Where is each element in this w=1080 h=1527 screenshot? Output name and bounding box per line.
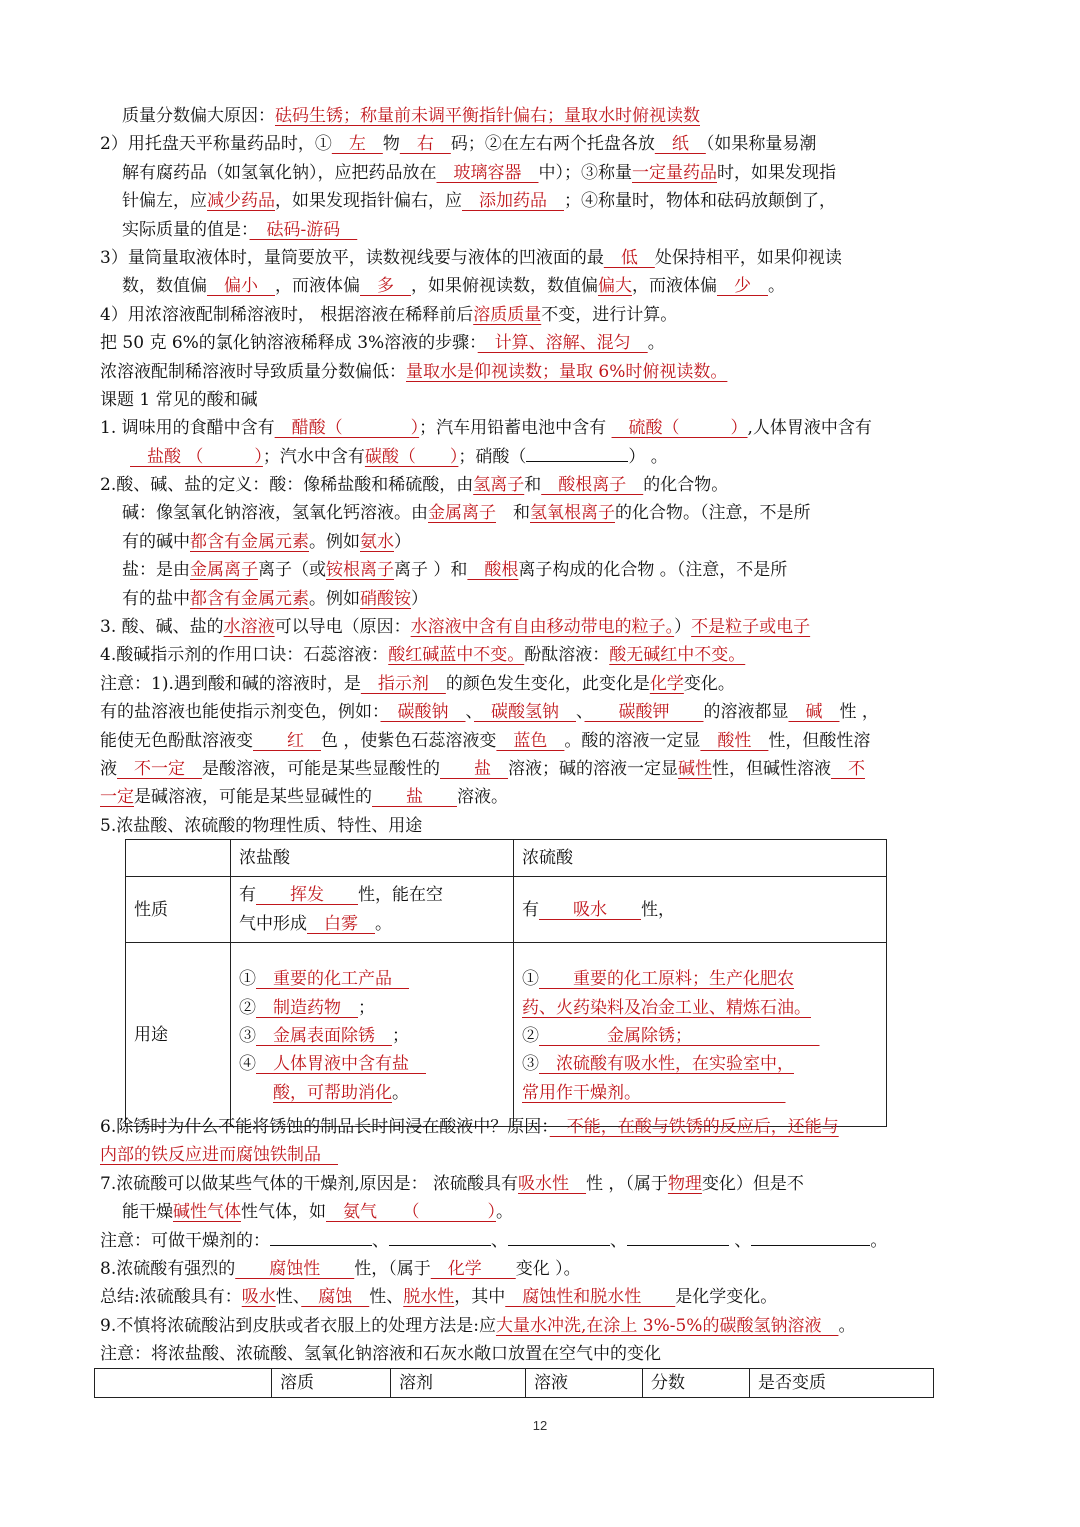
answer-text: 腐蚀性和脱水性 bbox=[505, 1287, 676, 1308]
text-line bbox=[100, 443, 942, 471]
table-header-cell: 溶液 bbox=[526, 1369, 643, 1398]
body-text: 有 bbox=[239, 885, 256, 906]
body-text: 7.浓硫酸可以做某些气体的干燥剂,原因是： 浓硫酸具有 bbox=[100, 1173, 519, 1194]
body-text: ，其中 bbox=[454, 1287, 506, 1308]
body-text: 1. 调味用的食醋中含有 bbox=[100, 418, 275, 439]
body-text: 性 ，（属于 bbox=[586, 1173, 668, 1194]
body-text: ） 。 bbox=[628, 446, 668, 467]
answer-text: 氨气 （ ） bbox=[326, 1202, 496, 1223]
body-text: 。 bbox=[838, 1315, 856, 1336]
answer-text: 氢离子 bbox=[473, 475, 525, 496]
cell-line bbox=[239, 910, 505, 938]
body-text: ； bbox=[358, 997, 375, 1018]
answer-text: 溶质质量 bbox=[473, 304, 542, 325]
answer-text: 碱性气体 bbox=[173, 1202, 241, 1223]
body-text: 8.浓硫酸有强烈的 bbox=[100, 1258, 236, 1279]
body-text: 。 bbox=[647, 333, 665, 354]
answer-text: 盐 bbox=[372, 787, 457, 808]
answer-text: 氨水 bbox=[360, 531, 394, 552]
answer-text: 量取水是仰视读数；量取 6%时俯视读数。 bbox=[406, 361, 728, 382]
text-line bbox=[100, 812, 942, 840]
body-text: 针偏左，应 bbox=[122, 191, 207, 212]
answer-text: 偏小 bbox=[207, 276, 275, 297]
text-line bbox=[100, 1227, 942, 1255]
body-text: 的颜色发生变化，此变化是 bbox=[445, 673, 650, 694]
cell-line bbox=[522, 1050, 878, 1078]
answer-text: 酸，可帮助消化 bbox=[273, 1082, 392, 1103]
answer-text: 一定量药品 bbox=[632, 162, 717, 183]
body-text: 。酸的溶液一定显 bbox=[564, 730, 701, 751]
body-text: ② bbox=[239, 997, 256, 1018]
notes-section-top bbox=[100, 102, 942, 840]
body-text: 的溶液都显 bbox=[703, 702, 789, 723]
body-text: 课题 1 常见的酸和碱 bbox=[100, 389, 258, 410]
body-text: 溶液。 bbox=[457, 787, 508, 808]
answer-text: 金属表面除锈 bbox=[256, 1026, 392, 1047]
body-text: 6.除锈时为什么不能将锈蚀的制品长时间浸在酸液中？原因： bbox=[100, 1117, 550, 1137]
answer-text: 多 bbox=[360, 276, 411, 297]
table-header-cell: 分数 bbox=[643, 1369, 750, 1398]
body-text: 把 50 克 6%的氯化钠溶液稀释成 3%溶液的步骤： bbox=[100, 333, 478, 354]
body-text: 有 bbox=[522, 899, 539, 920]
body-text: 的化合物。（注意，不是所 bbox=[615, 503, 811, 524]
text-line bbox=[100, 1113, 942, 1141]
answer-text: 常用作干燥剂。 bbox=[522, 1082, 786, 1103]
body-text: 性 ， bbox=[839, 702, 879, 723]
text-line bbox=[100, 641, 942, 669]
body-text: 酚酞溶液： bbox=[524, 645, 610, 666]
table-header-cell bbox=[126, 840, 231, 877]
answer-text: 红 bbox=[253, 730, 321, 751]
body-text: ③ bbox=[239, 1026, 256, 1047]
answer-text: 盐 bbox=[440, 758, 508, 779]
answer-text: 碳酸钾 bbox=[584, 702, 704, 723]
text-line bbox=[100, 1312, 942, 1340]
body-text: ① bbox=[239, 969, 256, 990]
body-text: ） bbox=[394, 531, 411, 552]
answer-text: 砝码-游码 bbox=[249, 219, 358, 240]
body-text: ② bbox=[522, 1026, 539, 1047]
answer-text: 腐蚀 bbox=[301, 1287, 370, 1308]
body-text: 性、 bbox=[369, 1287, 404, 1308]
body-text: 5.浓盐酸、浓硫酸的物理性质、特性、用途 bbox=[100, 815, 423, 836]
text-line bbox=[100, 670, 942, 698]
text-line bbox=[100, 727, 942, 755]
body-text: 离子 ）和 bbox=[394, 560, 468, 581]
answer-text: 砝码生锈；称量前未调平衡指针偏右；量取水时俯视读数 bbox=[275, 106, 700, 126]
body-text: 有的盐中 bbox=[122, 588, 190, 609]
answer-text: 少 bbox=[717, 276, 768, 297]
table-header-cell: 溶剂 bbox=[391, 1369, 526, 1398]
acid-properties-table bbox=[125, 839, 887, 1127]
answer-text: 铵根离子 bbox=[326, 560, 394, 581]
body-text: ；④称量时，物体和砝码放颠倒了， bbox=[564, 191, 836, 212]
answer-text: 内部的铁反应进而腐蚀铁制品 bbox=[100, 1145, 338, 1166]
cell-line bbox=[239, 994, 505, 1022]
body-text: 。 bbox=[375, 913, 392, 934]
body-text: 注意：1).遇到酸和碱的溶液时，是 bbox=[100, 673, 361, 694]
answer-text: 硫酸（ ） bbox=[611, 418, 748, 439]
body-text: 可以导电（原因： bbox=[274, 617, 411, 638]
body-text: 3. 酸、碱、盐的 bbox=[100, 617, 224, 638]
cell-line bbox=[522, 965, 878, 993]
open-container-change-table bbox=[94, 1368, 934, 1398]
answer-text: 纸 bbox=[654, 134, 706, 155]
answer-text: 人体胃液中含有盐 bbox=[256, 1054, 426, 1075]
answer-text: 右 bbox=[399, 134, 451, 155]
empty-blank bbox=[751, 1227, 870, 1246]
body-text: 处保持相平，如果仰视读 bbox=[654, 247, 842, 268]
body-text: 和 bbox=[524, 475, 542, 496]
body-text: 3）量筒量取液体时，量筒要放平，读数视线要与液体的凹液面的最 bbox=[100, 247, 604, 268]
body-text: 气中形成 bbox=[239, 913, 307, 934]
answer-text: 化学 bbox=[649, 673, 684, 694]
body-text: 、 bbox=[465, 702, 474, 723]
body-text: 液 bbox=[100, 758, 117, 779]
body-text: 。 bbox=[768, 276, 785, 297]
body-text: ，而液体偏 bbox=[632, 276, 717, 297]
table-header-row bbox=[95, 1369, 934, 1398]
answer-text: 氢氧根离子 bbox=[530, 503, 615, 524]
answer-text: 添加药品 bbox=[462, 191, 564, 212]
answer-text: 水溶液 bbox=[223, 617, 275, 638]
text-line bbox=[100, 1141, 942, 1169]
answer-text: 腐蚀性 bbox=[235, 1258, 355, 1279]
answer-text: 药、火药染料及冶金工业、精炼石油。 bbox=[522, 997, 811, 1018]
body-text: 性、 bbox=[275, 1287, 302, 1308]
table-header-row bbox=[126, 840, 887, 877]
answer-text: 硝酸铵 bbox=[360, 588, 411, 609]
body-text: ③ bbox=[522, 1054, 539, 1075]
body-text: 时，如果发现指 bbox=[717, 162, 836, 183]
body-text: ；硝酸（ bbox=[458, 446, 527, 467]
body-text: ） bbox=[411, 588, 428, 609]
body-text: 2）用托盘天平称量药品时，① bbox=[100, 134, 332, 155]
body-text: 。例如 bbox=[309, 588, 360, 609]
cell-line bbox=[239, 1079, 505, 1107]
answer-text: 吸水 bbox=[241, 1287, 276, 1308]
text-line bbox=[100, 159, 942, 187]
answer-text: 碳酸钠 bbox=[380, 702, 466, 723]
body-text: （如果称量易潮 bbox=[705, 134, 817, 155]
body-text: 是酸溶液，可能是某些显酸性的 bbox=[202, 758, 440, 779]
text-line bbox=[100, 783, 942, 811]
text-line bbox=[100, 329, 942, 357]
answer-text: 碳酸（ ） bbox=[364, 446, 459, 467]
body-text: 浓溶液配制稀溶液时导致质量分数偏低： bbox=[100, 361, 406, 382]
answer-text: 碱性 bbox=[678, 758, 712, 779]
cell-line bbox=[522, 1022, 878, 1050]
answer-text: 指示剂 bbox=[360, 673, 446, 694]
answer-text: 不 bbox=[831, 758, 865, 779]
answer-text: 白雾 bbox=[307, 913, 375, 934]
body-text: 有的盐溶液也能使指示剂变色，例如： bbox=[100, 702, 381, 723]
answer-text: 不一定 bbox=[117, 758, 202, 779]
body-text: 、 bbox=[610, 1230, 627, 1251]
text-line bbox=[100, 102, 942, 130]
body-text: 数，数值偏 bbox=[122, 276, 207, 297]
answer-text: 不能，在酸与铁锈的反应后，还能与 bbox=[549, 1117, 839, 1137]
body-text: ，如果发现指针偏右，应 bbox=[275, 191, 462, 212]
h2so4-property-cell bbox=[514, 877, 887, 943]
answer-text: 蓝色 bbox=[496, 730, 565, 751]
answer-text: 金属离子 bbox=[428, 503, 496, 524]
text-line bbox=[100, 471, 942, 499]
answer-text: 酸性 bbox=[700, 730, 769, 751]
table-header-cell: 浓硫酸 bbox=[514, 840, 887, 877]
answer-text: 制造药物 bbox=[256, 997, 358, 1018]
text-line bbox=[100, 301, 942, 329]
body-text: 盐：是由 bbox=[122, 560, 190, 581]
body-text: 4）用浓溶液配制稀溶液时， 根据溶液在稀释前后 bbox=[100, 304, 474, 325]
body-text: ； bbox=[392, 1026, 409, 1047]
text-line bbox=[100, 244, 942, 272]
body-text: 的化合物。 bbox=[643, 475, 729, 496]
empty-blank bbox=[389, 1227, 491, 1246]
body-text: 变化 ）。 bbox=[515, 1258, 581, 1279]
text-line bbox=[100, 272, 942, 300]
body-text: 2.酸、碱、盐的定义：酸：像稀盐酸和稀硫酸，由 bbox=[100, 475, 474, 496]
answer-text: 不是粒子或电子 bbox=[691, 617, 811, 638]
body-text: 能使无色酚酞溶液变 bbox=[100, 730, 253, 751]
body-text: ① bbox=[522, 969, 539, 990]
answer-text: 水溶液中含有自由移动带电的粒子。 bbox=[410, 617, 675, 638]
page-number: 12 bbox=[532, 1418, 548, 1433]
body-text: 。 bbox=[870, 1230, 888, 1251]
text-line bbox=[100, 216, 942, 244]
empty-blank bbox=[627, 1227, 729, 1246]
body-text: 不变，进行计算。 bbox=[541, 304, 678, 325]
body-text: 、 bbox=[491, 1230, 508, 1251]
empty-blank bbox=[508, 1227, 610, 1246]
text-line bbox=[100, 414, 942, 442]
h2so4-usage-cell bbox=[514, 943, 887, 1127]
hcl-usage-cell bbox=[231, 943, 514, 1127]
answer-text: 金属离子 bbox=[190, 560, 258, 581]
answer-text: 吸水性 bbox=[518, 1173, 587, 1194]
body-text: 色 ，使紫色石蕊溶液变 bbox=[321, 730, 497, 751]
body-text: 总结:浓硫酸具有： bbox=[100, 1287, 242, 1308]
answer-text: 挥发 bbox=[256, 885, 358, 906]
body-text: 性，（属于 bbox=[354, 1258, 431, 1279]
text-line bbox=[100, 1198, 942, 1226]
body-text: ，如果俯视读数，数值偏 bbox=[411, 276, 598, 297]
text-line bbox=[100, 187, 942, 215]
table-header-cell: 是否变质 bbox=[750, 1369, 934, 1398]
table-header-cell: 浓盐酸 bbox=[231, 840, 514, 877]
answer-text: 重要的化工原料；生产化肥农 bbox=[539, 969, 794, 990]
empty-blank bbox=[526, 443, 628, 462]
text-line bbox=[100, 755, 942, 783]
answer-text: 醋酸（ ） bbox=[274, 418, 420, 439]
text-line bbox=[100, 386, 942, 414]
body-text: ，而液体偏 bbox=[275, 276, 360, 297]
answer-text: 酸根离子 bbox=[541, 475, 644, 496]
answer-text: 大量水冲洗,在涂上 3%-5%的碳酸氢钠溶液 bbox=[495, 1315, 839, 1336]
answer-text: 计算、溶解、混匀 bbox=[477, 333, 648, 354]
body-text: 性气体，如 bbox=[241, 1202, 326, 1223]
body-text: 性， bbox=[641, 899, 675, 920]
answer-text: 化学 bbox=[430, 1258, 516, 1279]
body-text: 性，能在空 bbox=[358, 885, 443, 906]
text-line bbox=[100, 130, 942, 158]
answer-text: 脱水性 bbox=[403, 1287, 455, 1308]
table-header-cell: 溶质 bbox=[272, 1369, 391, 1398]
cell-line bbox=[522, 994, 878, 1022]
body-text: 。 bbox=[392, 1082, 409, 1103]
answer-text: 都含有金属元素 bbox=[190, 588, 309, 609]
answer-text: 酸根 bbox=[467, 560, 519, 581]
body-text: 注意：可做干燥剂的： bbox=[100, 1230, 270, 1251]
body-text bbox=[239, 1083, 273, 1103]
text-line bbox=[100, 358, 942, 386]
answer-text: 酸红碱蓝中不变。 bbox=[388, 645, 525, 666]
answer-text: 减少药品 bbox=[207, 191, 275, 212]
answer-text: 玻璃容器 bbox=[436, 162, 539, 183]
body-text: ,人体胃液中含有 bbox=[747, 418, 872, 439]
body-text: ④ bbox=[239, 1054, 256, 1075]
body-text: 是碱溶液，可能是某些显碱性的 bbox=[134, 787, 372, 808]
answer-text: 一定 bbox=[100, 787, 134, 808]
body-text: 性，但酸性溶 bbox=[768, 730, 871, 751]
text-line bbox=[100, 1255, 942, 1283]
body-text: 离子构成的化合物 。（注意，不是所 bbox=[518, 560, 788, 581]
empty-blank bbox=[270, 1227, 372, 1246]
hcl-property-cell bbox=[231, 877, 514, 943]
body-text: 和 bbox=[496, 503, 530, 524]
cell-line bbox=[239, 881, 505, 909]
body-text: ；汽车用铅蓄电池中含有 bbox=[419, 418, 612, 439]
body-text: 注意：将浓盐酸、浓硫酸、氢氧化钠溶液和石灰水敞口放置在空气中的变化 bbox=[100, 1344, 661, 1365]
body-text: 9.不慎将浓硫酸沾到皮肤或者衣服上的处理方法是:应 bbox=[100, 1315, 496, 1336]
answer-text: 都含有金属元素 bbox=[190, 531, 309, 552]
answer-text: 酸无碱红中不变。 bbox=[609, 645, 746, 666]
answer-text: 碳酸氢钠 bbox=[474, 702, 576, 723]
body-text: 、 bbox=[576, 702, 585, 723]
body-text: 。 bbox=[496, 1202, 513, 1223]
body-text: 物 bbox=[382, 134, 400, 155]
text-line bbox=[100, 1283, 942, 1311]
table-row bbox=[126, 943, 887, 1127]
answer-text: 物理 bbox=[667, 1173, 702, 1194]
body-text: 溶液；碱的溶液一定显 bbox=[508, 758, 678, 779]
table-header-cell bbox=[95, 1369, 272, 1398]
text-line bbox=[100, 1170, 942, 1198]
cell-line bbox=[239, 965, 505, 993]
row-label: 性质 bbox=[126, 877, 231, 943]
body-text: 能干燥 bbox=[122, 1202, 173, 1223]
answer-text: 左 bbox=[331, 134, 383, 155]
notes-section-bottom bbox=[100, 1113, 942, 1369]
text-line bbox=[100, 585, 942, 613]
answer-text: 低 bbox=[603, 247, 655, 268]
answer-text: 盐酸 （ ） bbox=[130, 446, 263, 467]
body-text: 是化学变化。 bbox=[675, 1287, 778, 1308]
body-text: 变化）但是不 bbox=[701, 1173, 804, 1194]
cell-line bbox=[522, 1079, 878, 1107]
body-text: 、 bbox=[729, 1230, 752, 1251]
body-text: 码；②在左右两个托盘各放 bbox=[450, 134, 655, 155]
cell-line bbox=[522, 896, 878, 924]
answer-text: 碱 bbox=[788, 702, 840, 723]
body-text: ） bbox=[674, 617, 692, 638]
text-line bbox=[100, 528, 942, 556]
body-text: 中）；③称量 bbox=[538, 162, 632, 183]
text-line bbox=[100, 1340, 942, 1368]
body-text: 变化。 bbox=[683, 673, 735, 694]
answer-text: 吸水 bbox=[539, 899, 641, 920]
text-line bbox=[100, 613, 942, 641]
body-text: 质量分数偏大原因： bbox=[122, 106, 275, 126]
answer-text: 偏大 bbox=[598, 276, 632, 297]
cell-line bbox=[239, 1022, 505, 1050]
text-line bbox=[100, 698, 942, 726]
body-text: 、 bbox=[372, 1230, 389, 1251]
body-text: 解有腐药品（如氢氧化钠），应把药品放在 bbox=[122, 162, 437, 183]
answer-text: 重要的化工产品 bbox=[256, 969, 409, 990]
body-text: 性，但碱性溶液 bbox=[712, 758, 831, 779]
text-line bbox=[100, 556, 942, 584]
body-text: 离子（或 bbox=[258, 560, 326, 581]
answer-text: 浓硫酸有吸水性，在实验室中， bbox=[539, 1054, 794, 1075]
table-row bbox=[126, 877, 887, 943]
answer-text: 金属除锈； bbox=[539, 1026, 820, 1047]
cell-line bbox=[239, 1050, 505, 1078]
body-text: 碱：像氢氧化钠溶液，氢氧化钙溶液。由 bbox=[122, 503, 428, 524]
body-text: ；汽水中含有 bbox=[262, 446, 365, 467]
body-text: 4.酸碱指示剂的作用口诀：石蕊溶液： bbox=[100, 645, 389, 666]
text-line bbox=[100, 499, 942, 527]
row-label: 用途 bbox=[126, 943, 231, 1127]
body-text: 有的碱中 bbox=[122, 531, 190, 552]
body-text: 。例如 bbox=[309, 531, 360, 552]
body-text: 实际质量的值是： bbox=[122, 219, 250, 240]
